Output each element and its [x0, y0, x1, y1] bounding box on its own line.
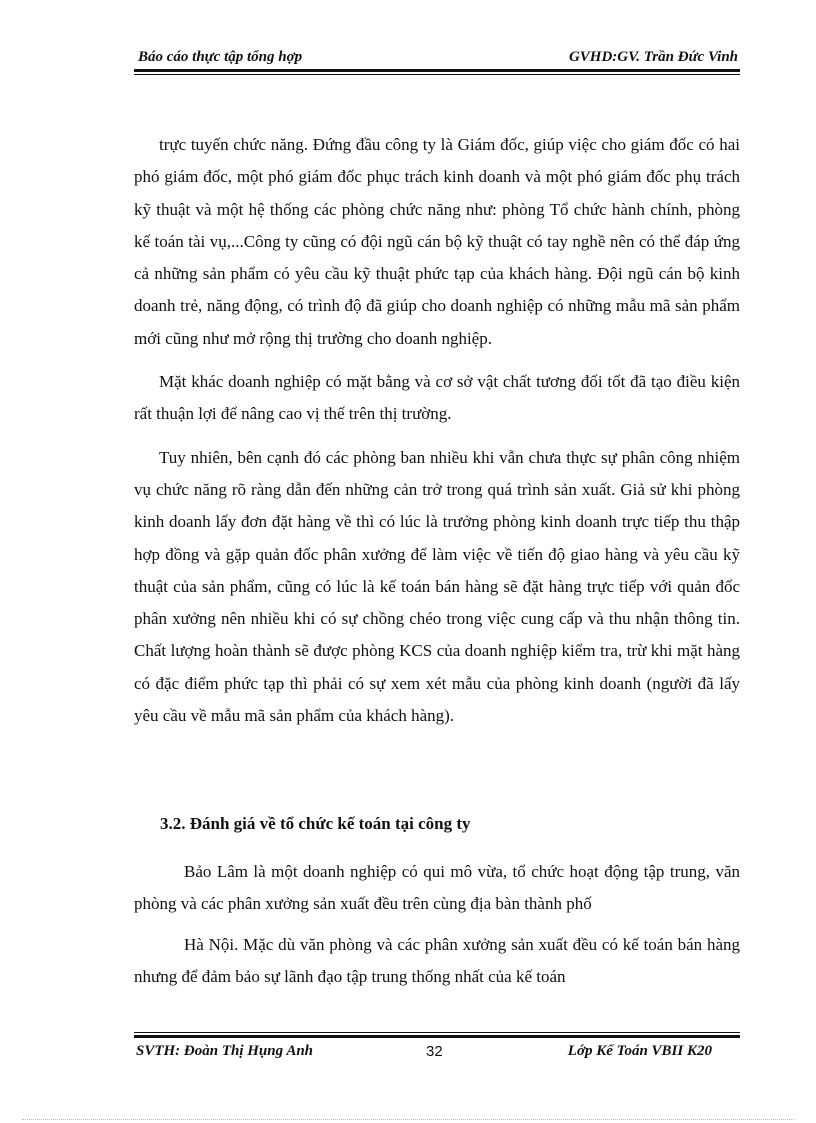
- paragraph: Mặt khác doanh nghiệp có mặt bằng và cơ sở vật chất tương đối tốt đã tạo điều kiện rất thuận lợi để nâng cao vị thế trên thị trường.: [134, 372, 740, 424]
- page-footer: [134, 1040, 740, 1062]
- footer-class: Lớp Kế Toán VBII K20: [567, 1043, 712, 1059]
- header-supervisor: GVHD:GV. Trần Đức Vinh: [568, 49, 738, 65]
- header-rule-thin: [134, 74, 740, 75]
- section-heading: 3.2. Đánh giá về tổ chức kế toán tại công ty: [160, 814, 471, 833]
- page-edge-dotted-line: [22, 1119, 794, 1120]
- paragraph: Hà Nội. Mặc dù văn phòng và các phân xưởng sản xuất đều có kế toán bán hàng nhưng để đảm bảo sự lãnh đạo tập trung thống nhất của kế toán: [134, 934, 740, 986]
- footer-student: SVTH: Đoàn Thị Hụng Anh: [136, 1043, 314, 1059]
- paragraph: Bảo Lâm là một doanh nghiệp có qui mô vừa, tổ chức hoạt động tập trung, văn phòng và các phân xưởng sản xuất đều trên cùng địa bàn thành phố: [134, 862, 740, 914]
- body-text-block: [134, 129, 740, 732]
- footer-rule-thin: [134, 1032, 740, 1033]
- paragraph: trực tuyến chức năng. Đứng đầu công ty là Giám đốc, giúp việc cho giám đốc có hai phó giám đốc, một phó giám đốc phục trách kinh doanh và một phó giám đốc phụ trách kỹ thuật và một hệ thống các phòng chức năng như: phòng Tổ chức hành chính, phòng kế toán tài vụ,...Công ty cũng có đội ngũ cán bộ kỹ thuật có tay nghề nên có thể đáp ứng cả những sản phẩm có yêu cầu kỹ thuật phức tạp của khách hàng. Đội ngũ cán bộ kinh doanh trẻ, năng động, có trình độ đã giúp cho doanh nghiệp có những mẫu mã sản phẩm mới cũng như mở rộng thị trường cho doanh nghiệp.: [134, 135, 740, 348]
- footer-rule-thick: [134, 1035, 740, 1038]
- page-number: 32: [426, 1043, 443, 1060]
- page-header: [134, 46, 740, 68]
- header-rule-thick: [134, 69, 740, 72]
- paragraph: Tuy nhiên, bên cạnh đó các phòng ban nhiều khi vẫn chưa thực sự phân công nhiệm vụ chức năng rõ ràng dẫn đến những cản trở trong quá trình sản xuất. Giả sử khi phòng kinh doanh lấy đơn đặt hàng về thì có lúc là trưởng phòng kinh doanh trực tiếp thu thập hợp đồng và gặp quản đốc phân xưởng để làm việc về tiến độ giao hàng và yêu cầu kỹ thuật của sản phẩm, cũng có lúc là kế toán bán hàng sẽ đặt hàng trực tiếp với quản đốc phân xưởng nên nhiều khi có sự chồng chéo trong việc cung cấp và thu nhận thông tin. Chất lượng hoàn thành sẽ được phòng KCS của doanh nghiệp kiểm tra, trừ khi mặt hàng có đặc điểm phức tạp thì phải có sự xem xét mẫu của phòng kinh doanh (người đã lấy yêu cầu về mẫu mã sản phẩm của khách hàng).: [134, 447, 740, 726]
- header-report-title: Báo cáo thực tập tổng hợp: [138, 49, 303, 65]
- section-text-block: [134, 856, 740, 993]
